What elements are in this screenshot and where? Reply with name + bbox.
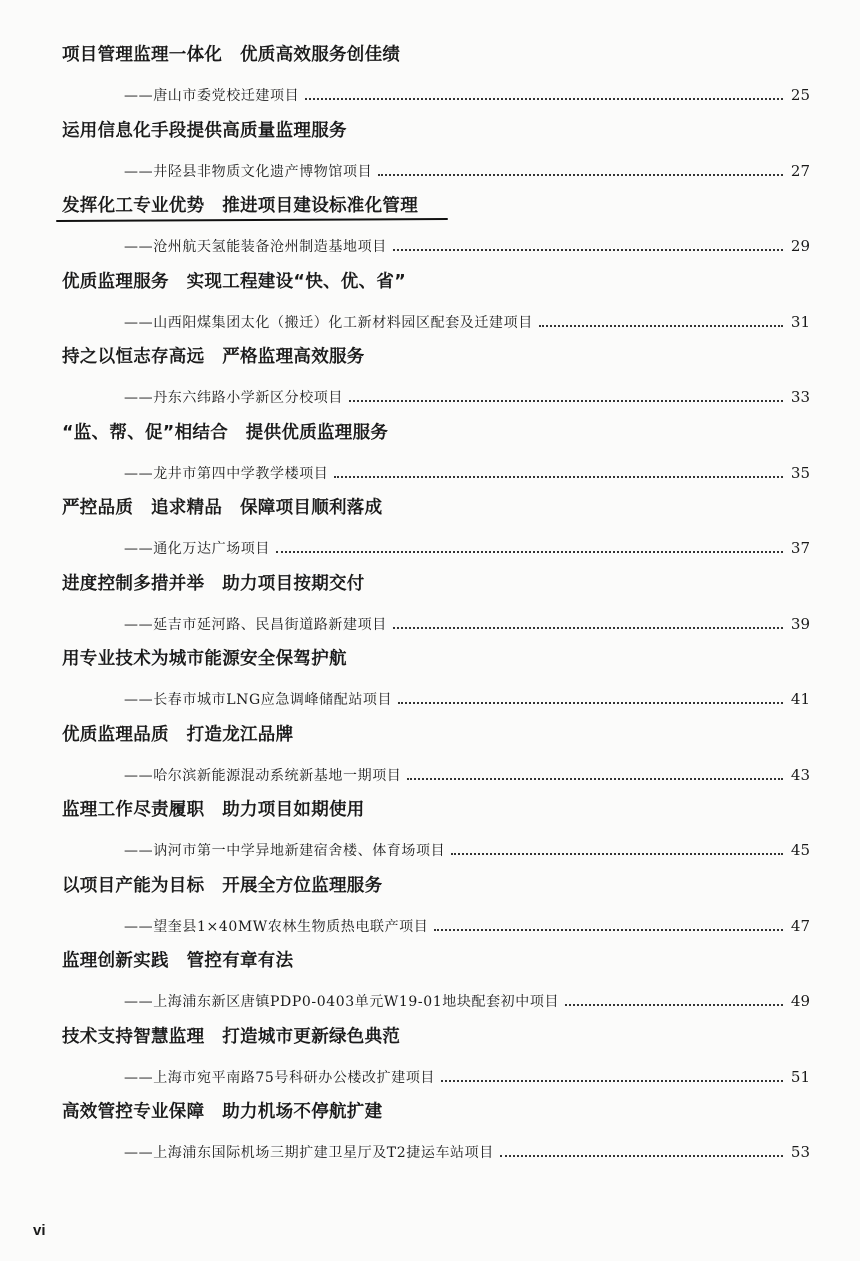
toc-entry: [62, 1097, 810, 1173]
entry-subtitle-row: [62, 85, 810, 105]
entry-subtitle-row: [62, 387, 810, 407]
entry-title: 发挥化工专业优势 推进项目建设标准化管理: [62, 193, 418, 219]
entry-page-number: 39: [790, 614, 810, 633]
entry-subtitle-row: [62, 538, 810, 558]
toc-entry: [62, 795, 810, 871]
dot-leader: [276, 551, 783, 553]
entry-page-number: 33: [790, 388, 810, 406]
entry-subtitle: ——丹东六纬路小学新区分校项目: [124, 390, 343, 406]
entry-title: 优质监理服务 实现工程建设“快、优、省”: [62, 271, 407, 292]
entry-subtitle: ——上海浦东新区唐镇PDP0-0403单元W19-01地块配套初中项目: [124, 994, 560, 1010]
entry-title: 项目管理监理一体化 优质高效服务创佳绩: [62, 45, 401, 65]
entry-subtitle: ——山西阳煤集团太化（搬迁）化工新材料园区配套及迁建项目: [124, 314, 533, 331]
entry-subtitle-row: [62, 1067, 810, 1087]
dot-leader: [407, 778, 783, 780]
entry-subtitle-row: [62, 236, 810, 256]
entry-page-number: 27: [790, 161, 810, 180]
toc-entry: [62, 116, 810, 192]
toc-entry: [62, 946, 810, 1022]
entry-subtitle: ——哈尔滨新能源混动系统新基地一期项目: [124, 767, 402, 784]
toc-entry: [62, 191, 810, 267]
toc-entry: [62, 493, 810, 569]
toc-entry: [62, 644, 810, 720]
dot-leader: [378, 174, 783, 176]
toc-entry: [62, 267, 810, 343]
entry-page-number: 25: [790, 86, 810, 104]
entry-title: 以项目产能为目标 开展全方位监理服务: [62, 875, 383, 896]
dot-leader: [393, 627, 783, 629]
entry-subtitle: ——延吉市延河路、民昌街道路新建项目: [124, 616, 387, 633]
entry-subtitle-row: [62, 1142, 810, 1162]
entry-page-number: 35: [790, 463, 810, 482]
dot-leader: [393, 249, 783, 251]
dot-leader: [500, 1155, 783, 1157]
page-footer-number: vi: [33, 1222, 46, 1239]
entry-subtitle-row: [62, 765, 810, 785]
entry-subtitle-row: [62, 840, 810, 860]
entry-subtitle-row: [62, 614, 810, 634]
entry-subtitle: ——上海浦东国际机场三期扩建卫星厅及T2捷运车站项目: [124, 1145, 494, 1161]
entry-subtitle: ——讷河市第一中学异地新建宿舍楼、体育场项目: [124, 843, 446, 859]
entry-subtitle-row: [62, 312, 810, 332]
dot-leader: [565, 1004, 783, 1006]
dot-leader: [539, 325, 783, 327]
table-of-contents: [62, 40, 810, 1173]
entry-subtitle: ——井陉县非物质文化遗产博物馆项目: [124, 163, 373, 180]
dot-leader: [334, 476, 783, 478]
toc-entry: [62, 871, 810, 947]
entry-page-number: 29: [790, 237, 810, 255]
dot-leader: [451, 853, 783, 855]
entry-title: “监、帮、促”相结合 提供优质监理服务: [62, 422, 389, 443]
entry-title: 严控品质 追求精品 保障项目顺利落成: [62, 498, 383, 518]
entry-subtitle-row: [62, 991, 810, 1011]
toc-entry: [62, 569, 810, 645]
entry-page-number: 43: [790, 765, 810, 784]
entry-subtitle: ——唐山市委党校迁建项目: [124, 88, 300, 104]
entry-subtitle: ——沧州航天氢能装备沧州制造基地项目: [124, 239, 387, 255]
entry-page-number: 45: [790, 841, 810, 859]
entry-title: 进度控制多措并举 助力项目按期交付: [62, 573, 365, 594]
entry-page-number: 37: [790, 539, 810, 557]
entry-page-number: 49: [790, 992, 810, 1010]
toc-entry: [62, 342, 810, 418]
entry-subtitle-row: [62, 689, 810, 709]
entry-page-number: 31: [790, 312, 810, 331]
entry-title: 用专业技术为城市能源安全保驾护航: [62, 649, 347, 669]
entry-page-number: 53: [790, 1143, 810, 1161]
entry-subtitle: ——长春市城市LNG应急调峰储配站项目: [124, 692, 393, 708]
entry-page-number: 51: [790, 1067, 810, 1086]
entry-title: 持之以恒志存高远 严格监理高效服务: [62, 347, 365, 367]
toc-entry: [62, 418, 810, 494]
entry-subtitle: ——龙井市第四中学教学楼项目: [124, 465, 329, 482]
entry-title: 监理创新实践 管控有章有法: [62, 951, 294, 971]
entry-subtitle-row: [62, 916, 810, 936]
entry-page-number: 41: [790, 690, 810, 708]
entry-subtitle-row: [62, 161, 810, 181]
dot-leader: [441, 1080, 783, 1082]
dot-leader: [305, 98, 783, 100]
entry-title: 优质监理品质 打造龙江品牌: [62, 724, 294, 745]
entry-title: 运用信息化手段提供高质量监理服务: [62, 120, 347, 141]
entry-subtitle-row: [62, 463, 810, 483]
toc-entry: [62, 40, 810, 116]
entry-subtitle: ——上海市宛平南路75号科研办公楼改扩建项目: [124, 1069, 436, 1086]
dot-leader: [434, 929, 783, 931]
toc-entry: [62, 720, 810, 796]
entry-title: 技术支持智慧监理 打造城市更新绿色典范: [62, 1026, 401, 1047]
entry-title: 监理工作尽责履职 助力项目如期使用: [62, 800, 365, 820]
entry-subtitle: ——望奎县1×40MW农林生物质热电联产项目: [124, 918, 429, 935]
entry-title: 高效管控专业保障 助力机场不停航扩建: [62, 1102, 383, 1122]
dot-leader: [398, 702, 783, 704]
toc-entry: [62, 1022, 810, 1098]
dot-leader: [349, 400, 783, 402]
entry-page-number: 47: [790, 916, 810, 935]
entry-subtitle: ——通化万达广场项目: [124, 541, 270, 557]
